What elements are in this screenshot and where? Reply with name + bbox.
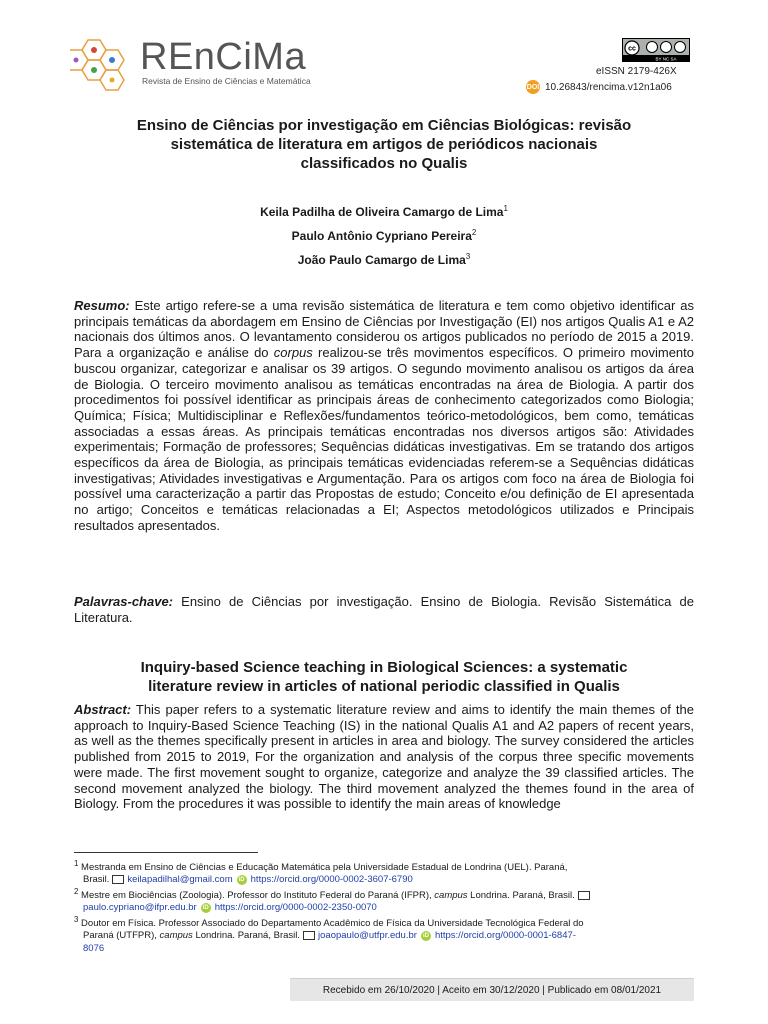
journal-logo-title: REnCiMa <box>140 36 307 78</box>
abstract-label: Abstract: <box>74 702 132 717</box>
email-link[interactable]: joaopaulo@utfpr.edu.br <box>318 930 417 942</box>
envelope-icon <box>303 931 315 940</box>
doi-link[interactable]: 10.26843/rencima.v12n1a06 <box>545 81 672 93</box>
author-3: João Paulo Camargo de Lima$^3$ <box>297 252 471 267</box>
article-title-pt <box>100 116 668 173</box>
footnote-divider <box>74 852 258 853</box>
author-1: Keila Padilha de Oliveira Camargo de Lima$^1$ <box>260 204 508 219</box>
article-title-en <box>74 658 694 696</box>
envelope-icon <box>578 891 590 900</box>
orcid-link[interactable]: https://orcid.org/0000-0002-3607-6790 <box>250 874 413 886</box>
orcid-link[interactable]: https://orcid.org/0000-0002-2350-0070 <box>214 902 377 914</box>
keywords-label: Palavras-chave: <box>74 594 174 609</box>
eissn: eISSN 2179-426X <box>596 66 677 77</box>
email-link[interactable]: paulo.cypriano@ifpr.edu.br <box>83 902 197 914</box>
orcid-icon: iD <box>422 932 429 939</box>
title-en-line: literature review in articles of national periodic classified in Qualis <box>148 678 620 695</box>
author-2: Paulo Antônio Cypriano Pereira$^2$ <box>291 228 477 243</box>
orcid-icon: iD <box>202 904 209 911</box>
cc-by-nc-sa-icon <box>622 38 690 62</box>
title-pt-line: Ensino de Ciências por investigação em Ciências Biológicas: revisão <box>136 117 632 134</box>
envelope-icon <box>112 875 124 884</box>
footnote-3: $^3$ Doutor em Física. Professor Associado do Departamento Acadêmico de Física da Universidade Tecnológica Federal do Paraná (UTFPR), campus Londrina. Paraná, Brasil. joaopaulo@utfpr.edu.br iD https://orcid.org/0000-0001-6847- 8076 <box>74 915 584 954</box>
doi-icon: DOI <box>526 80 540 94</box>
title-en-line: Inquiry-based Science teaching in Biological Sciences: a systematic <box>140 659 628 676</box>
resumo-label: Resumo: <box>74 298 130 313</box>
journal-logo-subtitle: Revista de Ensino de Ciências e Matemática <box>142 76 311 86</box>
abstract-paragraph: Abstract: This paper refers to a systematic literature review and aims to identify the main themes of the approach to Inquiry-Based Science Teaching (IS) in the national Qualis A1 and A2 papers of recent years, as well as the themes specifically present in articles in area and biology. The survey considered the articles published from 2015 to 2019, For the organization and analysis of the corpus three specific movements were made. The first movement sought to organize, categorize and analyze the 39 classified articles. The second movement analyzed the biology. The third movement analyzed the themes found in the area of Biology. From the procedures it was possible to identify the main areas of knowledge <box>74 702 694 812</box>
title-pt-line: sistemática de literatura em artigos de periódicos nacionais <box>170 136 598 153</box>
keywords-paragraph: Palavras-chave: Ensino de Ciências por investigação. Ensino de Biologia. Revisão Sistemática de Literatura. <box>74 594 694 625</box>
orcid-link[interactable]: https://orcid.org/0000-0001-6847- <box>434 930 576 942</box>
resumo-paragraph: Resumo: Este artigo refere-se a uma revisão sistemática de literatura e tem como objetivo identificar as principais temáticas da abordagem em Ensino de Ciências por Investigação (EI) nos artigos Qualis A1 e A2 nacionais dos últimos anos. O levantamento considerou os artigos publicados no período de 2015 a 2019. Para a organização e análise do corpus realizou-se três movimentos específicos. O primeiro movimento buscou organizar, categorizar e analisar os 39 artigos. O segundo movimento analisou os artigos da área de Biologia. O terceiro movimento analisou as temáticas encontradas na área de Biologia. A partir dos procedimentos foi possível identificar as principais áreas de conhecimento categorizados como Biologia; Química; Física; Multidisciplinar e Reflexões/fundamentos teórico-metodológicos, bem como, temáticas associadas a essas áreas. As principais temáticas encontradas nos diversos artigos são: Atividades experimentais; Formação de professores; Sequências didáticas investigativas. Em se tratando dos artigos específicos da área de Biologia, as principais temáticas evidenciadas referem-se a Sequências didáticas investigativas; Atividades investigativas e Argumentação. Para os artigos com foco na área de Biologia foi possível uma caracterização a partir das Propostas de estudo; Conceito e/ou definição de EI apresentada no artigo; Conceitos e temáticas relacionadas a EI; Aspectos metodológicos utilizados e Principais resultados apresentados. <box>74 298 694 533</box>
orcid-icon: iD <box>238 876 245 883</box>
title-pt-line: classificados no Qualis <box>300 155 468 172</box>
email-link[interactable]: keilapadilhal@gmail.com <box>127 874 233 886</box>
doi-row <box>526 80 672 94</box>
publication-dates: Recebido em 26/10/2020 | Aceito em 30/12/2020 | Publicado em 08/01/2021 <box>290 978 694 1001</box>
license-badge-text: BY NC SA <box>655 56 677 62</box>
svg-text:cc: cc <box>628 45 636 53</box>
footnote-2: $^2$ Mestre em Biociências (Zoologia). Professor do Instituto Federal do Paraná (IFPR), campus Londrina. Paraná, Brasil. paulo.cypriano@ifpr.edu.br iD https://orcid.org/0000-0002-2350-0070 <box>74 886 694 915</box>
orcid-link-continued[interactable]: 8076 <box>83 942 105 954</box>
footnote-1: $^1$ Mestranda em Ensino de Ciências e Educação Matemática pela Universidade Estadual de Londrina (UEL). Paraná, Brasil. keilapadilhal@gmail.com iD https://orcid.org/0000-0002-3607-6790 <box>74 859 568 886</box>
